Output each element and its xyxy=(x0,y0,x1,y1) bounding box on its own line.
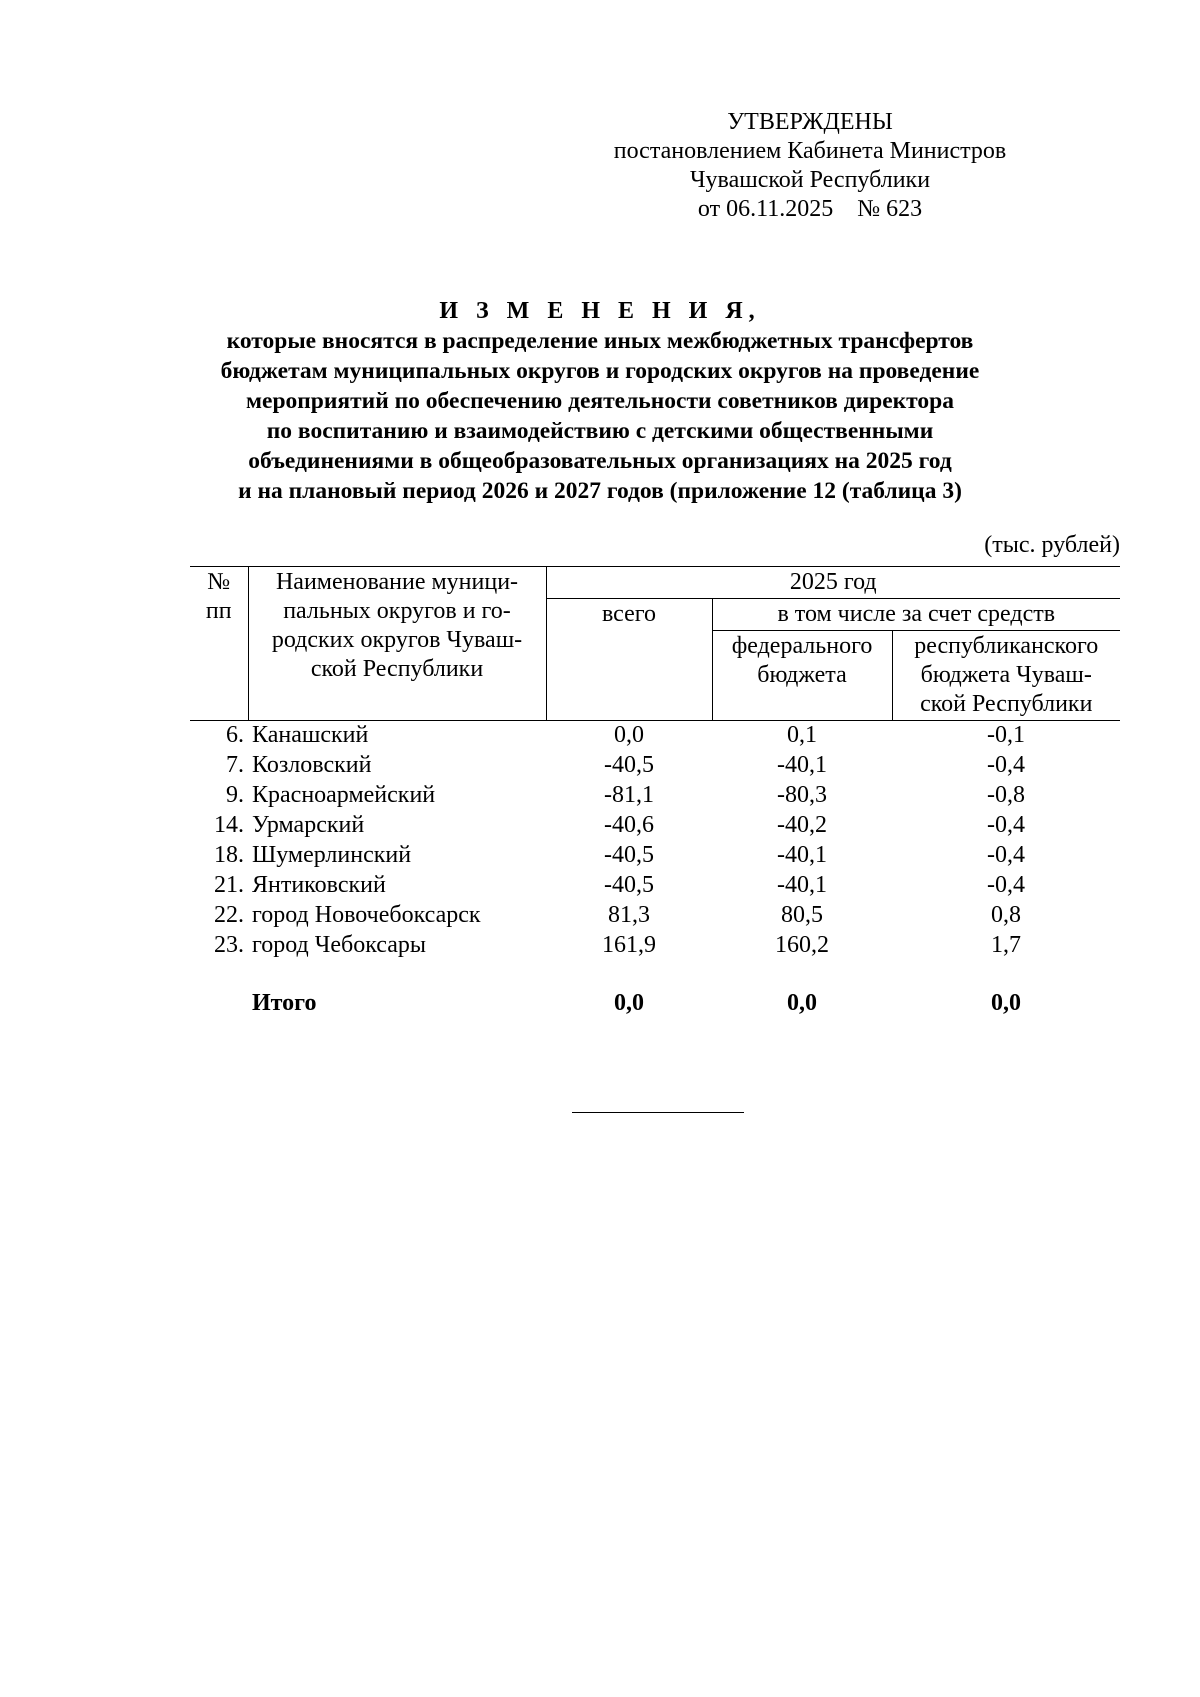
units-label: (тыс. рублей) xyxy=(984,532,1120,558)
header-federal xyxy=(712,631,892,721)
row-federal: -40,2 xyxy=(777,812,827,838)
header-text: родских округов Чуваш- xyxy=(271,627,523,653)
total-number-cell xyxy=(190,989,248,1019)
row-number: 22. xyxy=(214,902,244,928)
header-including: в том числе за счет средств xyxy=(712,599,1120,631)
document-title xyxy=(120,296,1080,506)
row-number: 21. xyxy=(214,872,244,898)
row-number: 14. xyxy=(214,812,244,838)
row-name: Янтиковский xyxy=(252,872,386,898)
row-total: -40,5 xyxy=(604,752,654,778)
title-line: объединениями в общеобразовательных организациях на 2025 год xyxy=(248,448,952,474)
table-row xyxy=(190,751,1120,781)
title-heading: И З М Е Н Е Н И Я, xyxy=(439,298,761,324)
title-line: мероприятий по обеспечению деятельности советников директора xyxy=(246,388,954,414)
approval-title: УТВЕРЖДЕНЫ xyxy=(727,109,893,135)
header-total: всего xyxy=(546,599,712,721)
row-total: 81,3 xyxy=(608,902,650,928)
approval-block xyxy=(600,108,1020,224)
row-republic: -0,1 xyxy=(987,722,1025,748)
row-total: -40,6 xyxy=(604,812,654,838)
transfers-table xyxy=(190,566,1120,1019)
spacer-cell xyxy=(190,961,1120,989)
row-federal: 80,5 xyxy=(781,902,823,928)
total-republic: 0,0 xyxy=(991,990,1021,1016)
total-label: Итого xyxy=(252,990,317,1016)
table-row xyxy=(190,811,1120,841)
row-number: 9. xyxy=(226,782,244,808)
row-federal: 0,1 xyxy=(787,722,817,748)
row-federal: -40,1 xyxy=(777,752,827,778)
row-federal: 160,2 xyxy=(775,932,829,958)
header-year: 2025 год xyxy=(546,567,1120,599)
header-republic xyxy=(892,631,1120,721)
header-text: № xyxy=(207,569,231,595)
title-line: которые вносятся в распределение иных межбюджетных трансфертов xyxy=(226,328,974,354)
row-federal: -80,3 xyxy=(777,782,827,808)
row-number: 23. xyxy=(214,932,244,958)
header-text: бюджета Чуваш- xyxy=(920,662,1092,688)
header-text: республиканского xyxy=(914,633,1099,659)
row-total: -81,1 xyxy=(604,782,654,808)
row-total: 0,0 xyxy=(614,722,644,748)
title-line: по воспитанию и взаимодействию с детскими общественными xyxy=(266,418,934,444)
row-name: город Чебоксары xyxy=(252,932,427,958)
header-text: пп xyxy=(205,598,232,624)
header-name xyxy=(248,567,546,721)
row-total: -40,5 xyxy=(604,842,654,868)
row-republic: 0,8 xyxy=(991,902,1021,928)
header-text: ской Республики xyxy=(920,691,1093,717)
row-number: 18. xyxy=(214,842,244,868)
row-republic: -0,4 xyxy=(987,752,1025,778)
title-line: бюджетам муниципальных округов и городских округов на проведение xyxy=(220,358,980,384)
total-federal: 0,0 xyxy=(787,990,817,1016)
header-text: федерального xyxy=(731,633,873,659)
row-name: Канашский xyxy=(252,722,369,748)
header-text: бюджета xyxy=(757,662,847,688)
total-row xyxy=(190,989,1120,1019)
row-total: -40,5 xyxy=(604,872,654,898)
table-row xyxy=(190,841,1120,871)
row-name: город Новочебоксарск xyxy=(252,902,481,928)
total-all: 0,0 xyxy=(614,990,644,1016)
row-republic: -0,4 xyxy=(987,812,1025,838)
approval-line: Чувашской Республики xyxy=(689,167,931,193)
row-name: Шумерлинский xyxy=(252,842,412,868)
closing-separator-line xyxy=(572,1112,744,1113)
approval-line: постановлением Кабинета Министров xyxy=(613,138,1007,164)
row-republic: -0,4 xyxy=(987,842,1025,868)
row-federal: -40,1 xyxy=(777,872,827,898)
row-name: Козловский xyxy=(252,752,372,778)
row-republic: 1,7 xyxy=(991,932,1021,958)
row-republic: -0,4 xyxy=(987,872,1025,898)
table-row xyxy=(190,781,1120,811)
table-row xyxy=(190,931,1120,961)
header-text: пальных округов и го- xyxy=(283,598,511,624)
row-federal: -40,1 xyxy=(777,842,827,868)
approval-date-number: от 06.11.2025 № 623 xyxy=(697,196,923,222)
row-name: Урмарский xyxy=(252,812,365,838)
table-row xyxy=(190,721,1120,752)
row-name: Красноармейский xyxy=(252,782,436,808)
table-row xyxy=(190,871,1120,901)
row-number: 6. xyxy=(226,722,244,748)
header-text: ской Республики xyxy=(310,656,484,682)
title-line: и на плановый период 2026 и 2027 годов (приложение 12 (таблица 3) xyxy=(238,478,962,504)
table-row xyxy=(190,901,1120,931)
spacer-row xyxy=(190,961,1120,989)
header-number xyxy=(190,567,248,721)
row-republic: -0,8 xyxy=(987,782,1025,808)
row-number: 7. xyxy=(226,752,244,778)
header-text: Наименование муници- xyxy=(275,569,519,595)
row-total: 161,9 xyxy=(602,932,656,958)
